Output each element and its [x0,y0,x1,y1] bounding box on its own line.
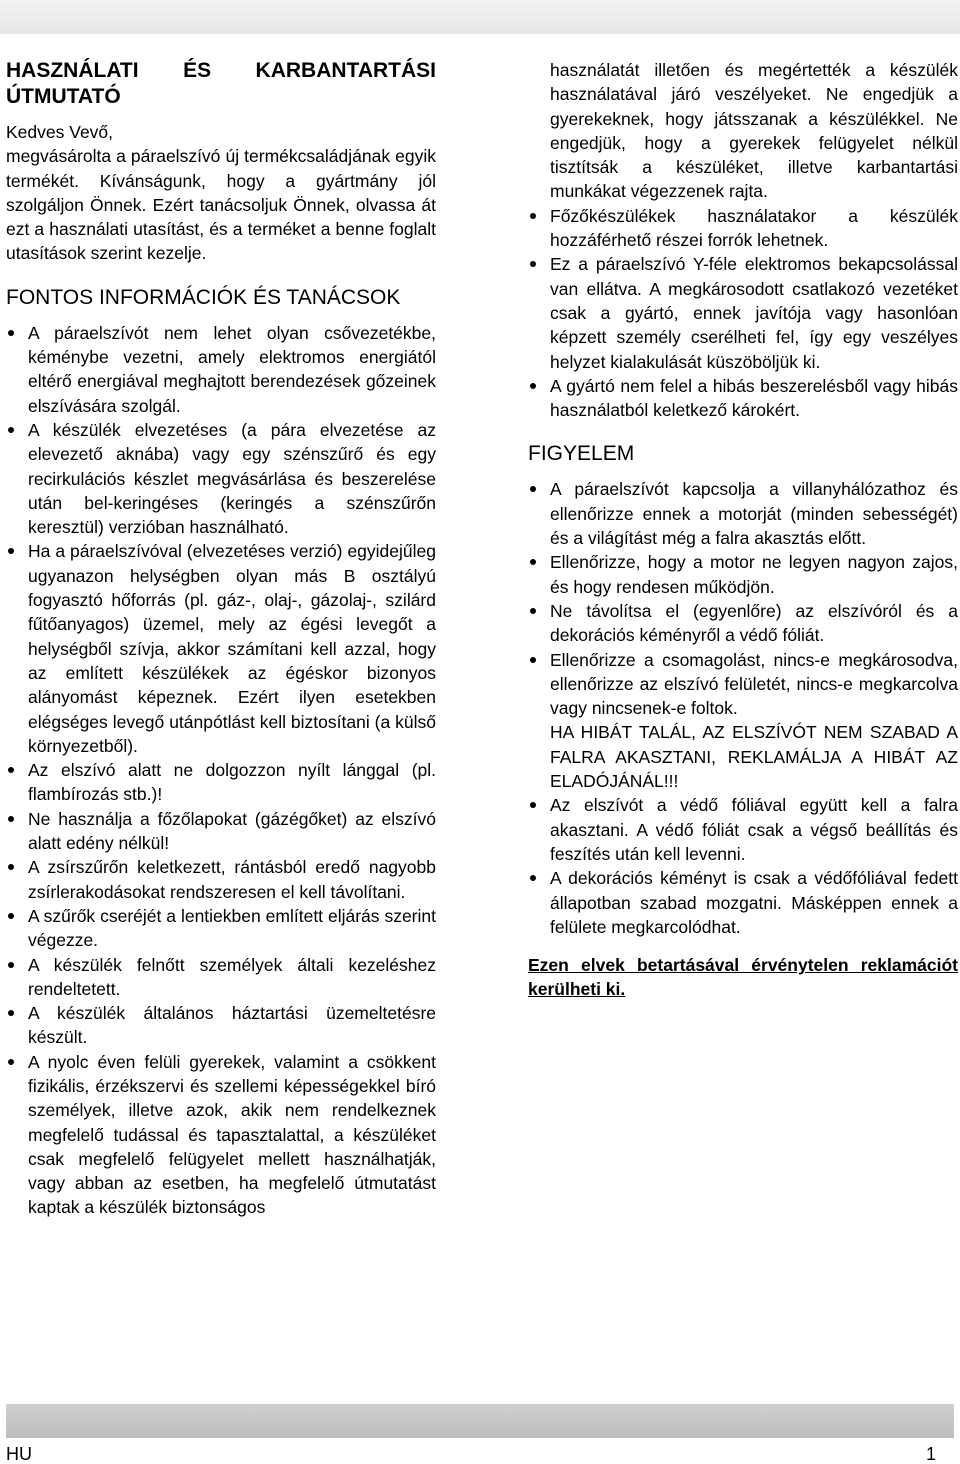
list-item: Ne távolítsa el (egyenlőre) az elszívóról és a dekorációs kéményről a védő fóliát. [528,599,958,648]
bullet-icon [530,486,536,492]
language-code: HU [6,1444,32,1464]
list-item: Ha a páraelszívóval (elvezetéses verzió) egyidejűleg ugyanazon helységben olyan más B osztályú fogyasztó hőforrás (pl. gáz-, olaj-, gázolaj-, szilárd fűtőanyagos) üzemel, mely az égési levegőt a helységből szívja, akkor számítani kell azzal, hogy az említett készülékek az égéskor bizonyos alányomást képeznek. Ezért ilyen esetekben elégséges levegő utánpótlást kell biztosítani (a külső környezetből). [6,539,436,758]
intro-paragraph: megvásárolta a páraelszívó új termékcsaládjának egyik termékét. Kívánságunk, hogy a gyártmány jól szolgáljon Önnek. Ezért tanácsoljuk Önnek, olvassa át ezt a használati utasítást, és a terméket a benne foglalt utasítások szerint kezelje. [6,146,436,264]
bullet-icon [8,427,14,433]
safety-list [528,204,958,423]
list-item: Az elszívó alatt ne dolgozzon nyílt lánggal (pl. flambírozás stb.)! [6,758,436,807]
bullet-icon [8,864,14,870]
attention-list [528,477,958,720]
top-decorative-bar [0,0,960,34]
bullet-icon [530,608,536,614]
bullet-icon [8,548,14,554]
list-item: A dekorációs kéményt is csak a védőfóliával fedett állapotban szabad mozgatni. Másképpen ennek a felülete megkarcolódhat. [528,866,958,939]
closing-note: Ezen elvek betartásával érvénytelen reklamációt kerülheti ki. [528,955,958,1000]
bullet-icon [530,657,536,663]
list-item: Ellenőrizze, hogy a motor ne legyen nagyon zajos, és hogy rendesen működjön. [528,550,958,599]
bullet-icon [8,962,14,968]
bottom-decorative-bar [6,1404,954,1438]
list-item: Ne használja a főzőlapokat (gázégőket) az elszívó alatt edény nélkül! [6,807,436,856]
list-item: A zsírszűrőn keletkezett, rántásból eredő nagyobb zsírlerakodásokat rendszeresen el kell távolítani. [6,855,436,904]
section-heading-important: FONTOS INFORMÁCIÓK ÉS TANÁCSOK [6,285,401,309]
list-item: Főzőkészülékek használatakor a készülék hozzáférhető részei forrók lehetnek. [528,204,958,253]
greeting: Kedves Vevő, [6,122,114,142]
list-item: Az elszívót a védő fóliával együtt kell a falra akasztani. A védő fóliát csak a végső beállítás és feszítés után kell levenni. [528,793,958,866]
bullet-icon [8,330,14,336]
right-column [528,58,958,1002]
bullet-icon [530,559,536,565]
list-item: A készülék elvezetéses (a pára elvezetése az elevezető aknába) vagy egy szénszűrő és egy recirkulációs készlet megvásárlása és beszerelése után bel-keringéses (keringés a szénszűrőn keresztül) verzióban használható. [6,418,436,539]
bullet-icon [8,1059,14,1065]
list-item: Ez a páraelszívó Y-féle elektromos bekapcsolással van ellátva. A megkárosodott csatlakozó vezetéket csak a gyártó, ennek javítója vagy hasonlóan képzett személy cserélheti fel, így egy veszélyes helyzet kialakulását küszöböljük ki. [528,252,958,373]
bullet-icon [8,816,14,822]
list-item: A páraelszívót kapcsolja a villanyhálózathoz és ellenőrizze ennek a motorját (minden sebességét) és a világítást még a falra akasztás előtt. [528,477,958,550]
list-item: A szűrők cseréjét a lentiekben említett eljárás szerint végezze. [6,904,436,953]
bullet-icon [530,802,536,808]
section-heading-attention: FIGYELEM [528,442,635,466]
bullet-icon [530,213,536,219]
continuation-paragraph: használatát illetően és megértették a készülék használatával járó veszélyeket. Ne engedjük a gyerekeknek, hogy játsszanak a készülékkel. Ne engedjük, hogy a gyerekek felügyelet nélkül tisztítsák a készüléket, illetve karbantartási munkákat végezzenek rajta. [550,60,958,202]
left-column [6,58,436,1220]
bullet-icon [8,767,14,773]
list-item: A nyolc éven felüli gyerekek, valamint a csökkent fizikális, érzékszervi és szellemi képességekkel bíró személyek, illetve azok, akik nem rendelkeznek megfelelő tudással és tapasztalattal, a készüléket csak megfelelő felügyelet mellett használhatják, vagy abban az esetben, ha megfelelő útmutatást kaptak a készülék biztonságos [6,1050,436,1220]
bullet-icon [8,1010,14,1016]
important-info-list [6,321,436,1220]
list-item: A páraelszívót nem lehet olyan csővezetékbe, kéménybe vezetni, amely elektromos energiától eltérő energiával meghajtott berendezések gőzeinek elszívására szolgál. [6,321,436,418]
bullet-icon [8,913,14,919]
bullet-icon [530,261,536,267]
bullet-icon [530,875,536,881]
document-title: HASZNÁLATI ÉS KARBANTARTÁSI ÚTMUTATÓ [6,59,436,108]
list-item: Ellenőrizze a csomagolást, nincs-e megkárosodva, ellenőrizze az elszívó felületét, nincs-e megkarcolva vagy nincsenek-e foltok. [528,648,958,721]
bullet-icon [530,383,536,389]
list-item: A gyártó nem felel a hibás beszerelésből vagy hibás használatból keletkező károkért. [528,374,958,423]
attention-list-continued [528,793,958,939]
page-number: 1 [925,1444,936,1464]
list-item: A készülék felnőtt személyek általi kezeléshez rendeltetett. [6,953,436,1002]
list-item: A készülék általános háztartási üzemeltetésre készült. [6,1001,436,1050]
warning-uppercase: HA HIBÁT TALÁL, AZ ELSZÍVÓT NEM SZABAD A FALRA AKASZTANI, REKLAMÁLJA A HIBÁT AZ ELADÓJÁNÁL!!! [550,722,958,792]
